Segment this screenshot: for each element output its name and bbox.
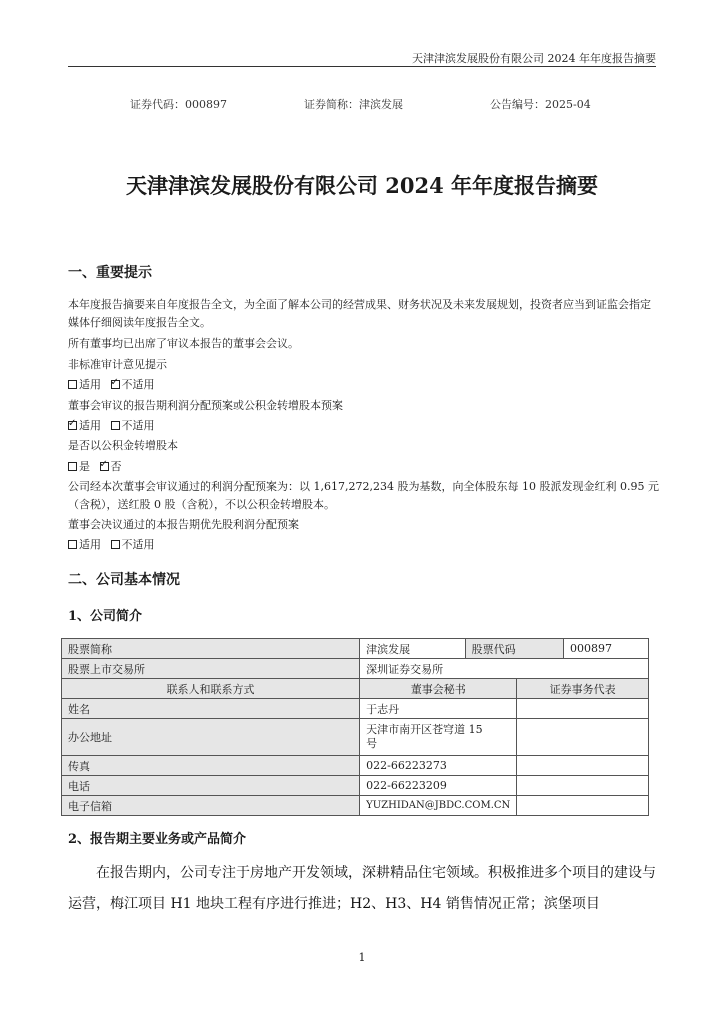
value-rep-email bbox=[517, 796, 649, 816]
question-capital-reserve: 是否以公积金转增股本 bbox=[68, 439, 178, 452]
section-heading-important-notes: 一、重要提示 bbox=[68, 265, 152, 281]
value-name: 于志丹 bbox=[360, 699, 517, 719]
question-preferred-stock: 董事会决议通过的本报告期优先股利润分配预案 bbox=[68, 518, 299, 531]
label-stock-code: 股票代码 bbox=[465, 639, 563, 659]
label-phone: 电话 bbox=[62, 776, 360, 796]
options-preferred-stock: 适用 不适用 bbox=[68, 536, 161, 552]
checkbox-checked bbox=[111, 380, 120, 389]
options-capital-reserve: 是 ✓ 否 bbox=[68, 458, 128, 474]
value-rep-fax bbox=[517, 756, 649, 776]
checkbox-checked bbox=[100, 462, 109, 471]
distribution-plan-line1: 公司经本次董事会审议通过的利润分配预案为：以 1,617,272,234 股为基数，向全体股东每 10 股派发现金红利 0.95 元 bbox=[68, 480, 659, 493]
options-profit-distribution: ✓适用 不适用 bbox=[68, 417, 161, 433]
paragraph-summary-notice: 本年度报告摘要来自年度报告全文，为全面了解本公司的经营成果、财务状况及未来发展规划，投资者应当到证监会指定媒体仔细阅读年度报告全文。 bbox=[68, 298, 651, 329]
distribution-plan-line2: （含税），送红股 0 股（含税），不以公积金转增股本。 bbox=[68, 498, 335, 511]
section-heading-company-basics: 二、公司基本情况 bbox=[68, 572, 180, 588]
table-row bbox=[62, 699, 649, 719]
question-nonstandard-audit: 非标准审计意见提示 bbox=[68, 358, 167, 371]
label-fax: 传真 bbox=[62, 756, 360, 776]
business-overview-paragraph: 在报告期内，公司专注于房地产开发领域，深耕精品住宅领域。积极推进多个项目的建设与运营，梅江项目 H1 地块工程有序进行推进；H2、H3、H4 销售情况正常；滨堡项目 bbox=[68, 865, 656, 912]
header-rule bbox=[68, 66, 656, 67]
label-contact: 联系人和联系方式 bbox=[62, 679, 360, 699]
table-row bbox=[62, 756, 649, 776]
checkbox-checked bbox=[68, 421, 77, 430]
checkbox-unchecked bbox=[68, 462, 77, 471]
table-row bbox=[62, 659, 649, 679]
value-stock-code: 000897 bbox=[564, 639, 649, 659]
value-rep-address bbox=[517, 719, 649, 756]
document-title: 天津津滨发展股份有限公司 2024 年年度报告摘要 bbox=[125, 173, 599, 198]
label-stock-name: 股票简称 bbox=[62, 639, 360, 659]
label-exchange: 股票上市交易所 bbox=[62, 659, 360, 679]
value-address bbox=[360, 719, 517, 756]
address-line: 号 bbox=[366, 737, 378, 750]
checkbox-unchecked bbox=[68, 380, 77, 389]
paragraph-directors-attendance: 所有董事均已出席了审议本报告的董事会会议。 bbox=[68, 337, 299, 350]
options-nonstandard-audit: 适用 ✓ 不适用 bbox=[68, 376, 161, 392]
address-line: 天津市南开区苍穹道 15 bbox=[366, 723, 483, 736]
table-row bbox=[62, 776, 649, 796]
label-securities-rep: 证券事务代表 bbox=[517, 679, 649, 699]
notice-number: 公告编号：2025-04 bbox=[490, 98, 591, 111]
value-stock-name: 津滨发展 bbox=[360, 639, 466, 659]
company-profile-table bbox=[61, 638, 649, 816]
table-row bbox=[62, 639, 649, 659]
value-rep-name bbox=[517, 699, 649, 719]
security-short-name: 证券简称：津滨发展 bbox=[304, 98, 403, 111]
checkbox-unchecked bbox=[111, 540, 120, 549]
subsection-company-profile: 1、公司简介 bbox=[68, 609, 143, 624]
value-rep-phone bbox=[517, 776, 649, 796]
table-row bbox=[62, 679, 649, 699]
value-phone: 022-66223209 bbox=[360, 776, 517, 796]
table-row bbox=[62, 796, 649, 816]
subsection-main-business: 2、报告期主要业务或产品简介 bbox=[68, 832, 247, 847]
value-fax: 022-66223273 bbox=[360, 756, 517, 776]
label-address: 办公地址 bbox=[62, 719, 360, 756]
label-name: 姓名 bbox=[62, 699, 360, 719]
question-profit-distribution: 董事会审议的报告期利润分配预案或公积金转增股本预案 bbox=[68, 399, 343, 412]
checkbox-unchecked bbox=[111, 421, 120, 430]
page-number: 1 bbox=[358, 951, 366, 964]
table-row bbox=[62, 719, 649, 756]
running-header: 天津津滨发展股份有限公司 2024 年年度报告摘要 bbox=[412, 52, 656, 65]
value-email: YUZHIDAN@JBDC.COM.CN bbox=[360, 796, 517, 816]
label-board-secretary: 董事会秘书 bbox=[360, 679, 517, 699]
label-email: 电子信箱 bbox=[62, 796, 360, 816]
security-code: 证券代码：000897 bbox=[130, 98, 227, 111]
checkbox-unchecked bbox=[68, 540, 77, 549]
value-exchange: 深圳证券交易所 bbox=[360, 659, 649, 679]
